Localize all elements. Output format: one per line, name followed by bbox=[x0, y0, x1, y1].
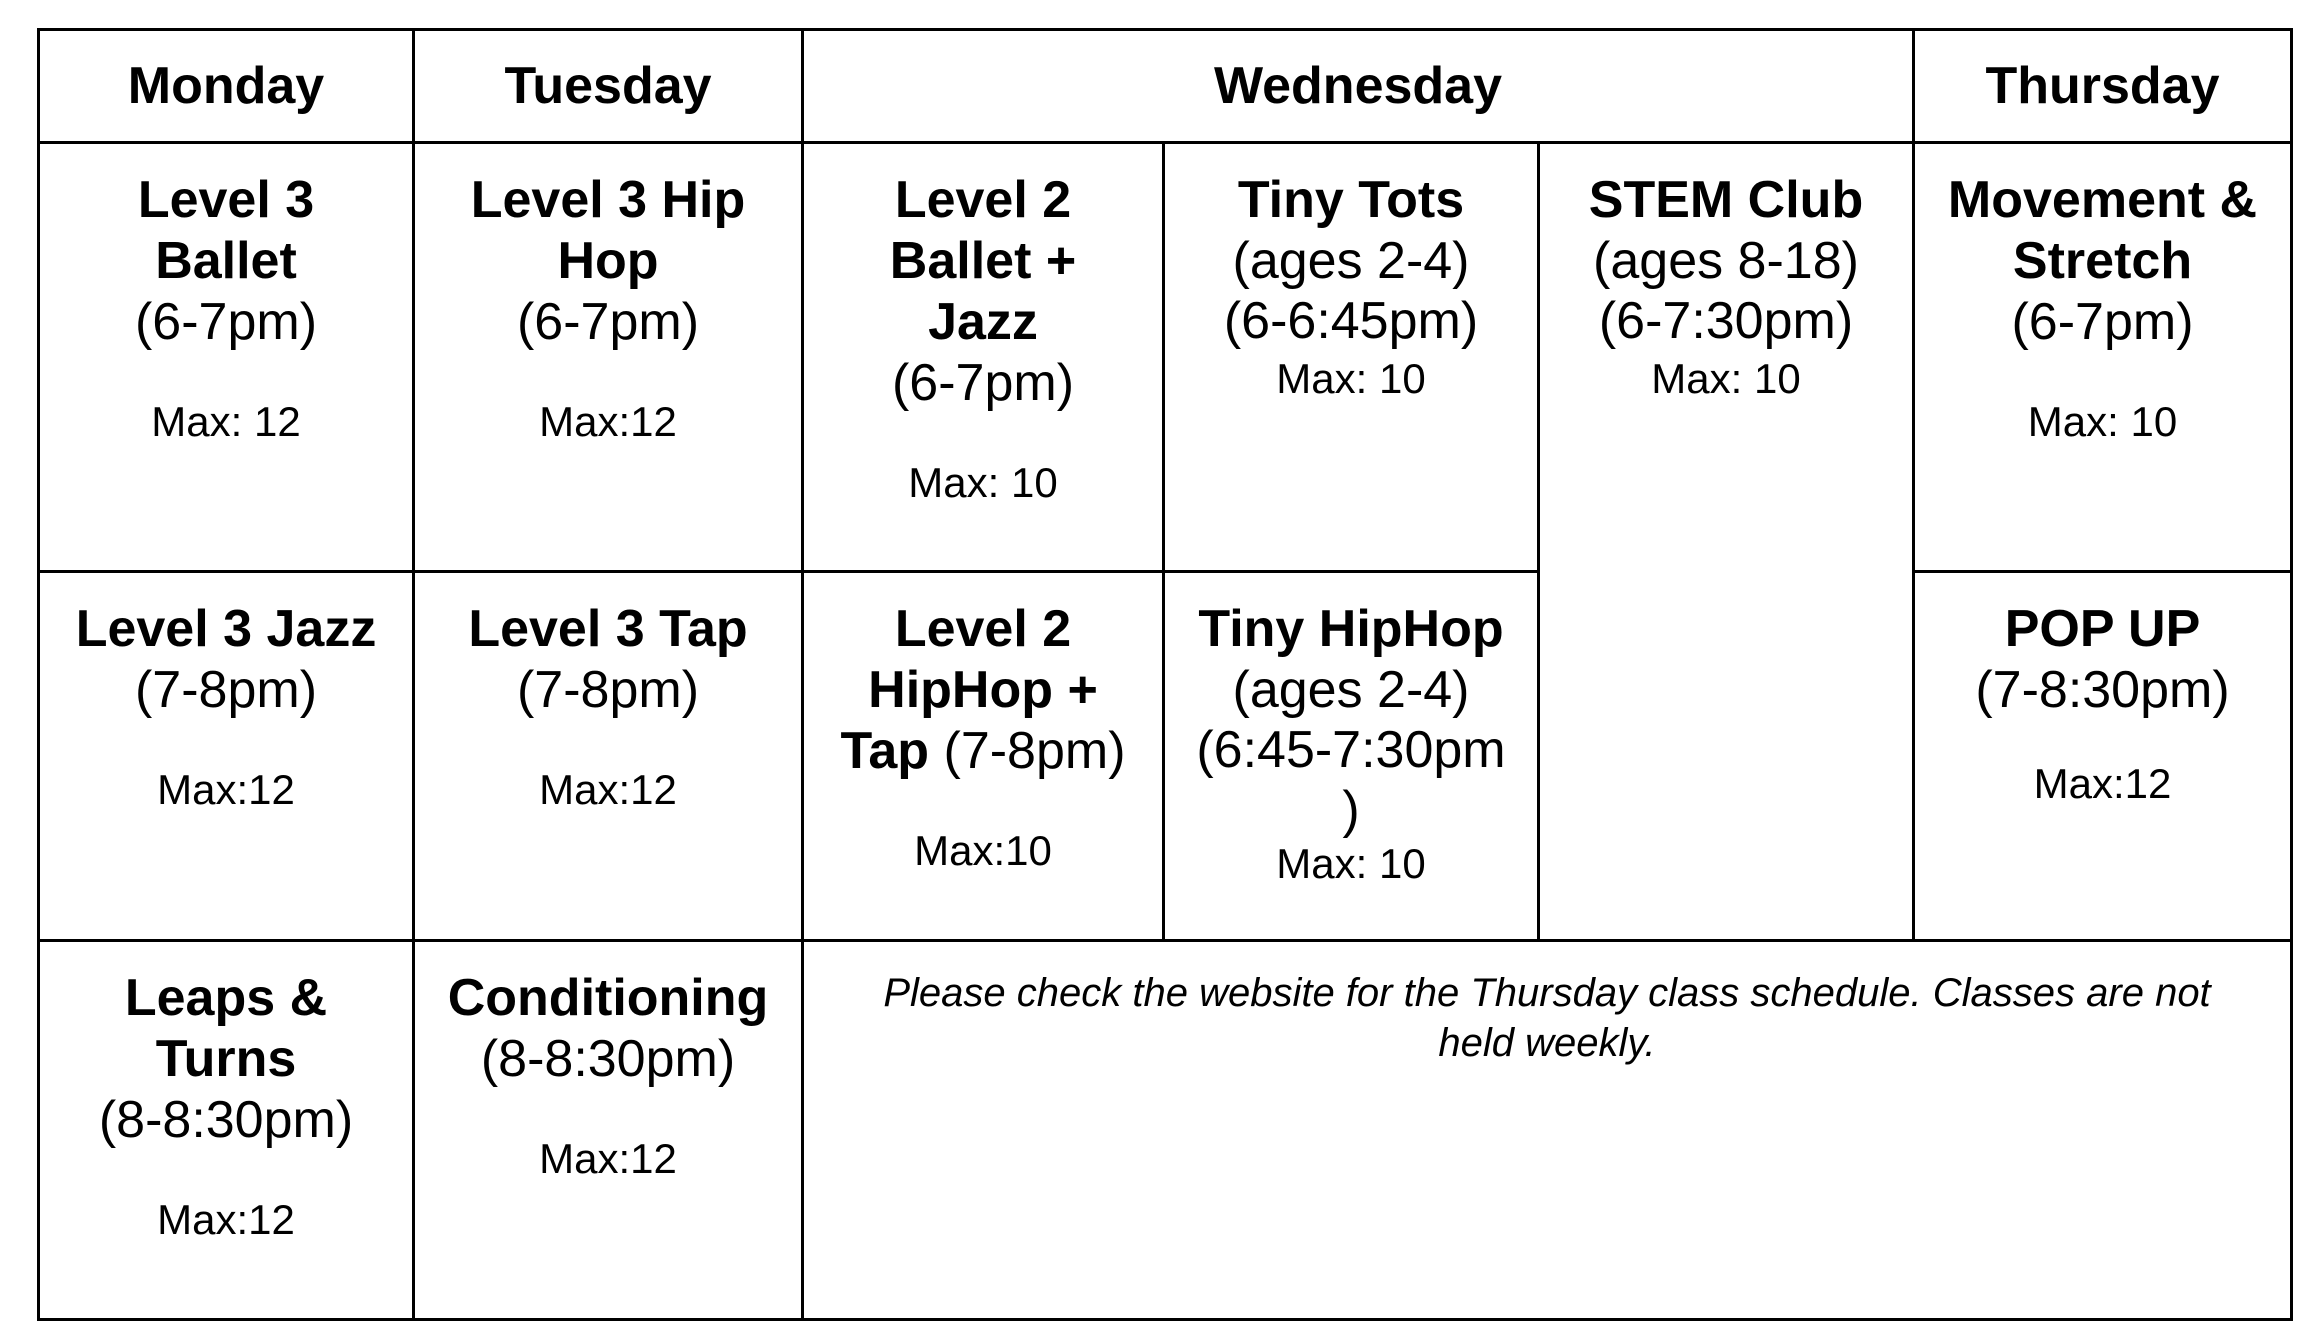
class-cell-level3-tap bbox=[414, 572, 803, 941]
class-time: (8-8:30pm) bbox=[480, 1030, 736, 1088]
class-max: Max: 10 bbox=[1276, 840, 1426, 887]
day-header-tuesday: Tuesday bbox=[414, 30, 803, 143]
class-cell-tiny-hiphop bbox=[1164, 572, 1539, 941]
class-time: (6-7:30pm) bbox=[1598, 292, 1854, 350]
class-cell-tiny-tots bbox=[1164, 143, 1539, 572]
class-cell-conditioning bbox=[414, 941, 803, 1320]
class-max: Max:12 bbox=[539, 766, 677, 813]
class-title: Level 3 Jazz bbox=[75, 600, 377, 658]
class-title: Tiny HipHop bbox=[1198, 600, 1504, 658]
class-title: Level 3 bbox=[137, 171, 315, 229]
class-title: Level 3 Hip bbox=[470, 171, 746, 229]
class-title: Ballet bbox=[155, 232, 297, 290]
class-max: Max: 10 bbox=[908, 459, 1058, 506]
class-title: Ballet + bbox=[889, 232, 1077, 290]
class-title: Turns bbox=[155, 1030, 297, 1088]
class-time: (6-7pm) bbox=[891, 354, 1075, 412]
day-header-thursday: Thursday bbox=[1914, 30, 2292, 143]
class-time: (6-7pm) bbox=[134, 293, 318, 351]
class-max: Max:12 bbox=[539, 398, 677, 445]
class-cell-leaps-turns bbox=[39, 941, 414, 1320]
class-schedule-table bbox=[37, 28, 2293, 1321]
class-title: Movement & bbox=[1947, 171, 2258, 229]
class-max: Max: 10 bbox=[1276, 355, 1426, 402]
class-time: (7-8pm) bbox=[943, 722, 1126, 780]
schedule-row bbox=[39, 572, 2292, 941]
class-cell-level3-jazz bbox=[39, 572, 414, 941]
class-title: Tap bbox=[840, 722, 930, 780]
class-max: Max: 12 bbox=[151, 398, 301, 445]
class-time: ) bbox=[1342, 781, 1360, 839]
class-max: Max:12 bbox=[2033, 760, 2172, 807]
day-header-monday: Monday bbox=[39, 30, 414, 143]
header-row bbox=[39, 30, 2292, 143]
class-title: STEM Club bbox=[1588, 171, 1864, 229]
day-header-wednesday: Wednesday bbox=[803, 30, 1914, 143]
class-title: Tiny Tots bbox=[1237, 171, 1465, 229]
class-ages: (ages 8-18) bbox=[1593, 232, 1859, 290]
schedule-row bbox=[39, 143, 2292, 572]
class-cell-stem-club bbox=[1539, 143, 1914, 941]
class-ages: (ages 2-4) bbox=[1232, 661, 1470, 719]
class-title: POP UP bbox=[2004, 600, 2201, 658]
class-time: (7-8:30pm) bbox=[1975, 661, 2230, 719]
class-time: (7-8pm) bbox=[134, 661, 318, 719]
class-time: (8-8:30pm) bbox=[98, 1091, 354, 1149]
class-max: Max:12 bbox=[539, 1135, 677, 1182]
class-title: Conditioning bbox=[447, 969, 769, 1027]
class-title: Hop bbox=[557, 232, 659, 290]
class-title: Leaps & bbox=[124, 969, 328, 1027]
class-cell-movement-stretch bbox=[1914, 143, 2292, 572]
class-title-time-line bbox=[812, 721, 1154, 781]
class-max: Max: 10 bbox=[2027, 398, 2178, 445]
class-max: Max:12 bbox=[157, 766, 295, 813]
class-time: (6-7pm) bbox=[2011, 293, 2194, 351]
schedule-row bbox=[39, 941, 2292, 1320]
class-title: Level 2 bbox=[894, 600, 1072, 658]
class-cell-level3-hiphop bbox=[414, 143, 803, 572]
class-title: Stretch bbox=[2012, 232, 2193, 290]
class-max: Max:10 bbox=[914, 827, 1052, 874]
class-title: Jazz bbox=[928, 293, 1038, 351]
class-time: (6-6:45pm) bbox=[1223, 292, 1479, 350]
schedule-note: Please check the website for the Thursday class schedule. Classes are not held weekly. bbox=[803, 941, 2292, 1320]
class-title: Level 2 bbox=[894, 171, 1072, 229]
class-cell-level2-hiphop-tap bbox=[803, 572, 1164, 941]
class-title: HipHop + bbox=[868, 661, 1098, 719]
class-time: (6-7pm) bbox=[516, 293, 700, 351]
class-time: (6:45-7:30pm bbox=[1196, 721, 1506, 779]
class-time: (7-8pm) bbox=[516, 661, 700, 719]
class-cell-level3-ballet bbox=[39, 143, 414, 572]
class-title: Level 3 Tap bbox=[468, 600, 748, 658]
class-cell-pop-up bbox=[1914, 572, 2292, 941]
class-max: Max: 10 bbox=[1651, 355, 1801, 402]
class-cell-level2-ballet-jazz bbox=[803, 143, 1164, 572]
class-ages: (ages 2-4) bbox=[1232, 232, 1470, 290]
class-max: Max:12 bbox=[157, 1196, 295, 1243]
